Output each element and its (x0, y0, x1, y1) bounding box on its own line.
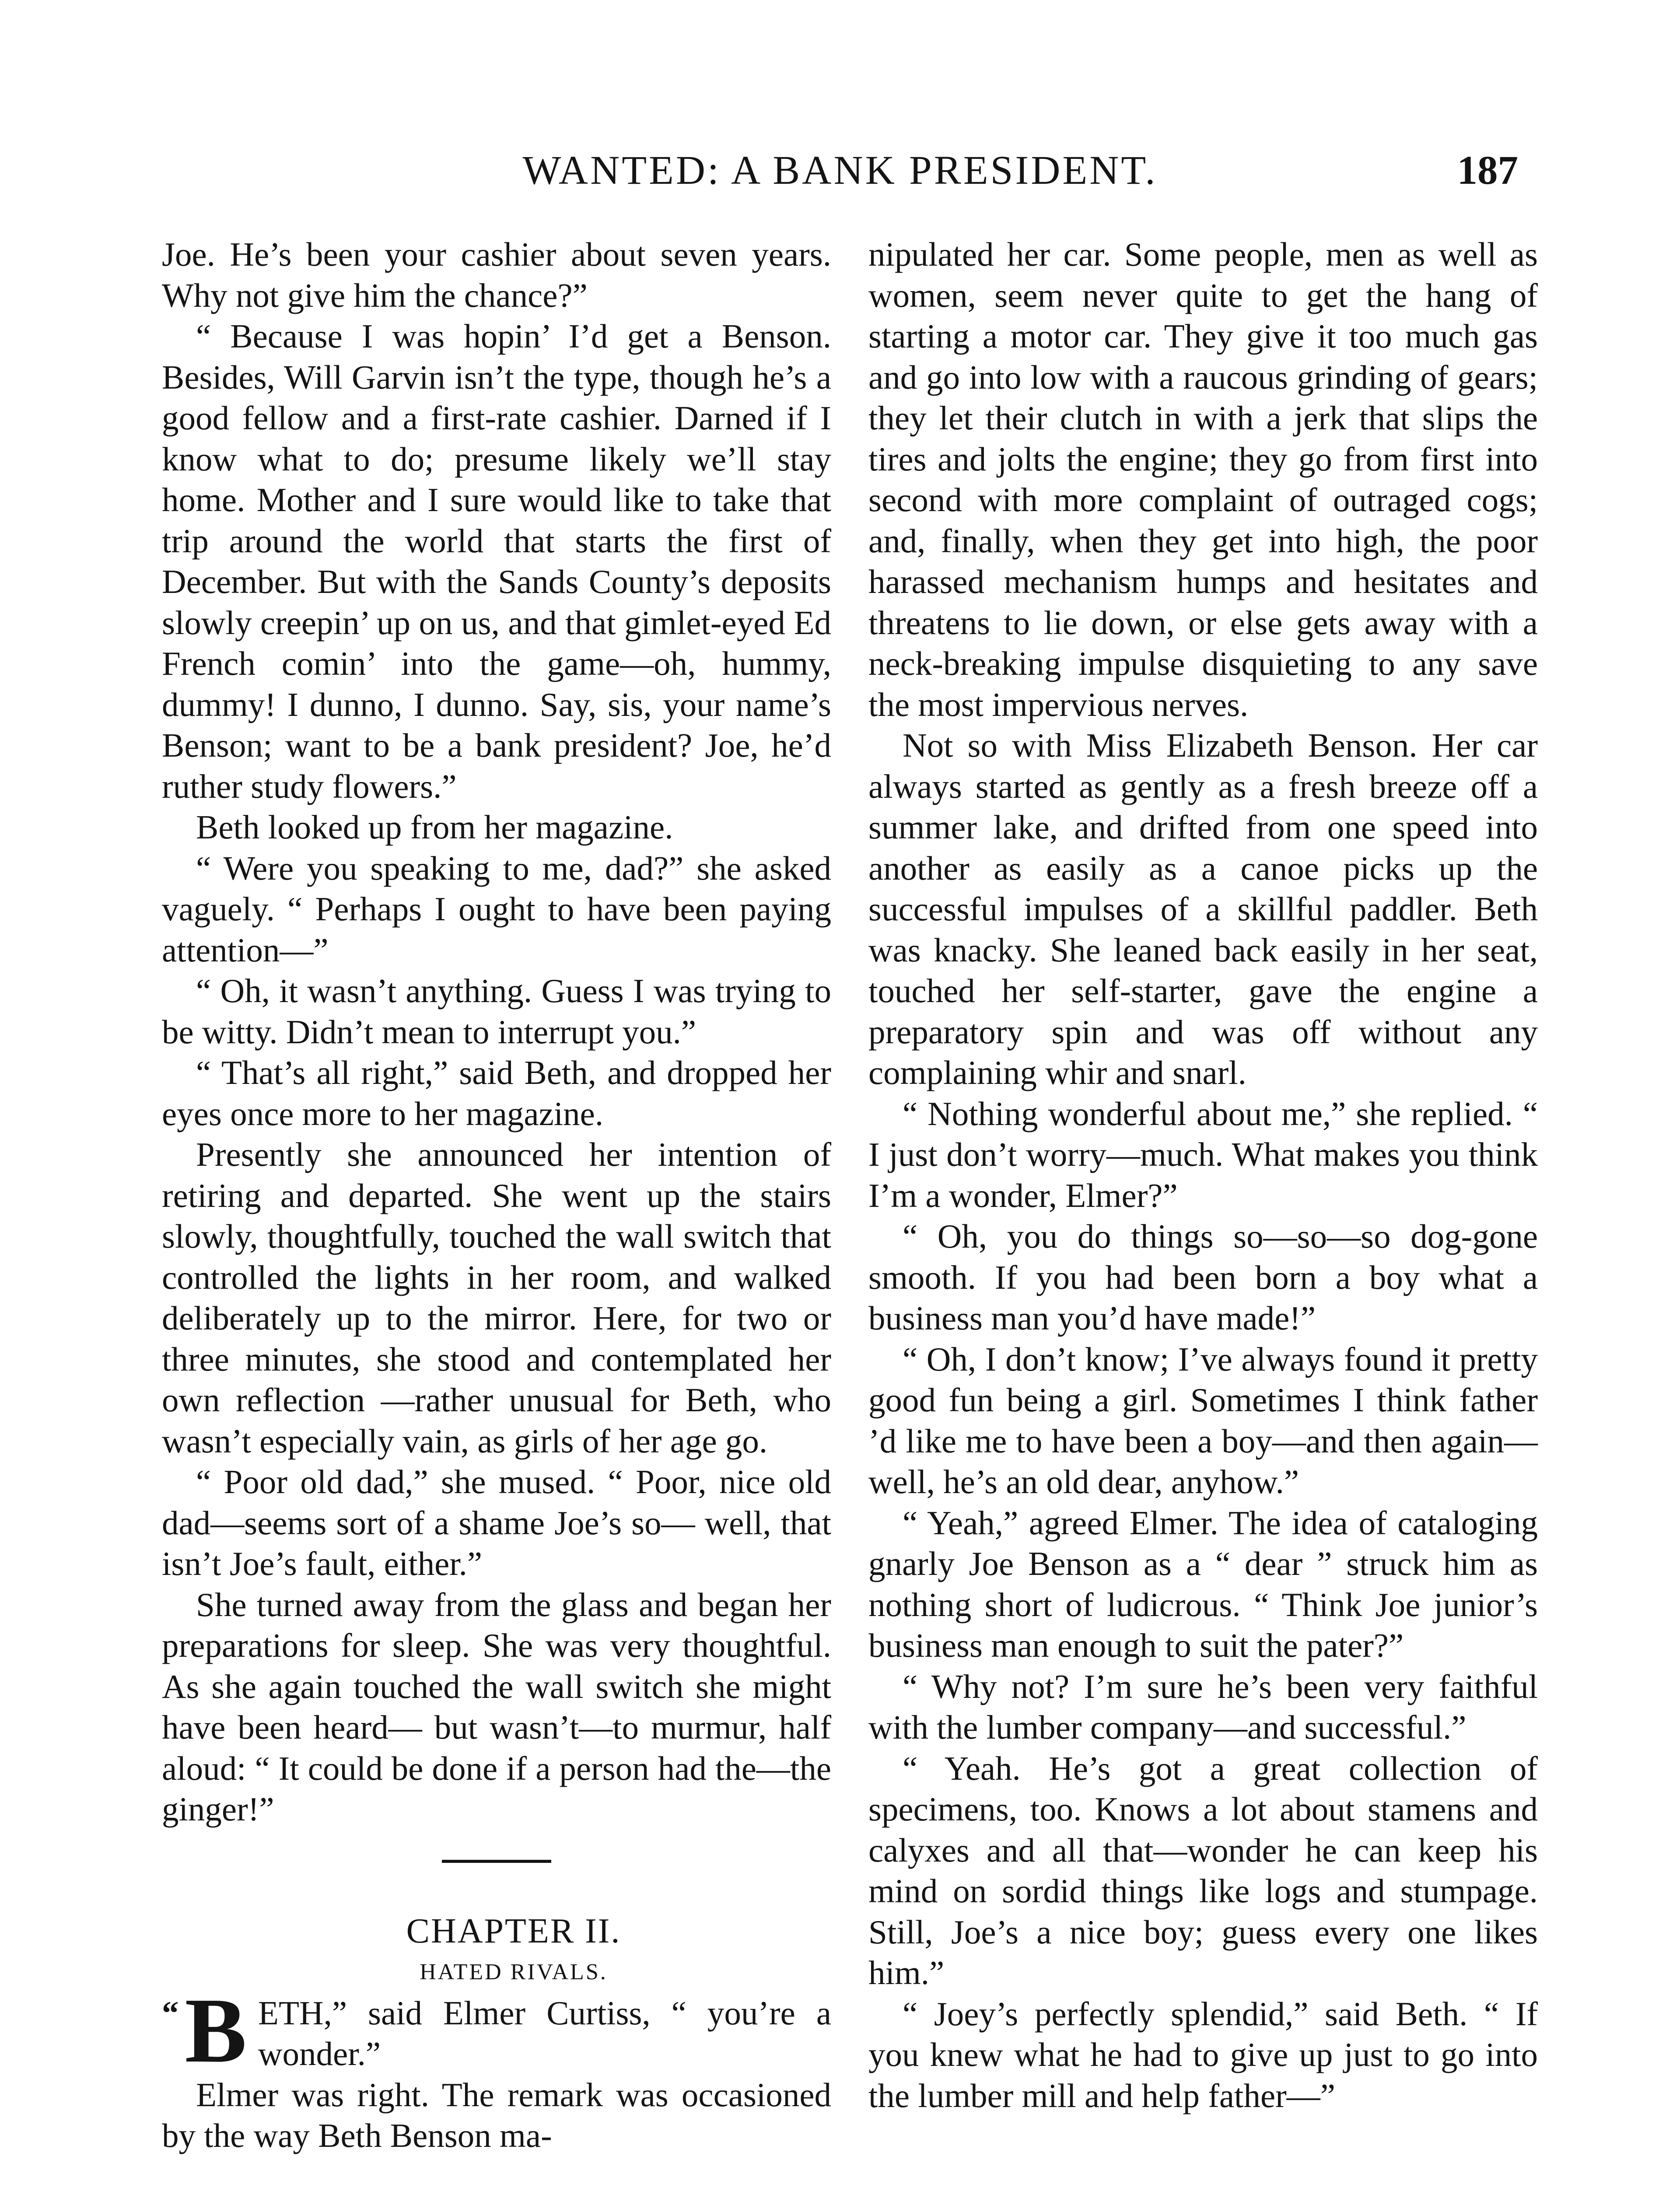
page-header (162, 144, 1518, 197)
paragraph: Presently she announced her intention of retiring and departed. She went up the stairs slowly, thoughtfully, touched the wall switch that controlled the lights in her room, and walked deliberately up to the mirror. Here, for two or three minutes, she stood and contemplated her own reflection —rather unusual for Beth, who wasn’t especially vain, as girls of her age go. (162, 1136, 831, 1460)
chapter-subtitle: HATED RIVALS. (420, 1960, 608, 1985)
paragraph: “ Nothing wonderful about me,” she replied. “ I just don’t worry—much. What makes you think I’m a wonder, Elmer?” (868, 1094, 1538, 1214)
paragraph: “ Oh, you do things so—so—so dog-gone smooth. If you had been born a boy what a business man you’d have made!” (868, 1217, 1538, 1337)
right-column (868, 234, 1538, 2116)
paragraph: “ That’s all right,” said Beth, and dropped her eyes once more to her magazine. (162, 1054, 831, 1133)
chapter-title: CHAPTER II. (406, 1911, 621, 1950)
paragraph: Joe. He’s been your cashier about seven years. Why not give him the chance?” (162, 235, 831, 314)
paragraph: Beth looked up from her magazine. (196, 808, 673, 846)
paragraph: “ Because I was hopin’ I’d get a Benson. Besides, Will Garvin isn’t the type, though he’s a good fellow and a first-rate cashier. Darned if I know what to do; presume likely we’ll stay home. Mother and I sure would like to take that trip around the world that starts the first of December. But with the Sands County’s deposits slowly creepin’ up on us, and that gimlet-eyed Ed French comin’ into the game—oh, hummy, dummy! I dunno, I dunno. Say, sis, your name’s Benson; want to be a bank president? Joe, he’d ruther study flowers.” (162, 317, 831, 805)
running-title: WANTED: A BANK PRESIDENT. (522, 148, 1158, 193)
chapter-opening-paragraph (162, 1978, 831, 2082)
paragraph: “ Oh, it wasn’t anything. Guess I was trying to be witty. Didn’t mean to interrupt you.” (162, 972, 831, 1051)
dropcap-paragraph-text: ETH,” said Elmer Curtiss, “ you’re a wonder.” (258, 1994, 831, 2072)
dropcap-quote: “ (162, 1994, 179, 2032)
paragraph: “ Poor old dad,” she mused. “ Poor, nice old dad—seems sort of a shame Joe’s so— well, that isn’t Joe’s fault, either.” (162, 1463, 831, 1582)
paragraph: Not so with Miss Elizabeth Benson. Her car always started as gently as a fresh breeze off a summer lake, and drifted from one speed into another as easily as a canoe picks up the successful impulses of a skillful paddler. Beth was knacky. She leaned back easily in her seat, touched her self-starter, gave the engine a preparatory spin and was off without any complaining whir and snarl. (868, 726, 1538, 1091)
paragraph: “ Yeah,” agreed Elmer. The idea of cataloging gnarly Joe Benson as a “ dear ” struck him as nothing short of ludicrous. “ Think Joe junior’s business man enough to suit the pater?” (868, 1504, 1538, 1664)
left-column (162, 234, 831, 2156)
paragraph: “ Joey’s perfectly splendid,” said Beth. “ If you knew what he had to give up just to go into the lumber mill and help father—” (868, 1995, 1538, 2114)
paragraph: “ Were you speaking to me, dad?” she asked vaguely. “ Perhaps I ought to have been paying attention—” (162, 849, 831, 969)
paragraph: She turned away from the glass and began her preparations for sleep. She was very thoughtful. As she again touched the wall switch she might have been heard— but wasn’t—to murmur, half aloud: “ It could be done if a person had the—the ginger!” (162, 1585, 831, 1828)
page-number: 187 (1457, 148, 1518, 193)
paragraph: “ Yeah. He’s got a great collection of specimens, too. Knows a lot about stamens and calyxes and all that—wonder he can keep his mind on sordid things like logs and stumpage. Still, Joe’s a nice boy; guess every one likes him.” (868, 1749, 1538, 1992)
paragraph: “ Why not? I’m sure he’s been very faithful with the lumber company—and successful.” (868, 1667, 1538, 1746)
paragraph: Elmer was right. The remark was occasioned by the way Beth Benson ma- (162, 2076, 831, 2154)
dropcap-letter: B (185, 1978, 247, 2082)
section-divider (442, 1860, 551, 1863)
paragraph: nipulated her car. Some people, men as well as women, seem never quite to get the hang of starting a motor car. They give it too much gas and go into low with a raucous grinding of gears; they let their clutch in with a jerk that slips the tires and jolts the engine; they go from first into second with more complaint of outraged cogs; and, finally, when they get into high, the poor harassed mechanism humps and hesitates and threatens to lie down, or else gets away with a neck-breaking impulse disquieting to any save the most impervious nerves. (868, 235, 1538, 723)
paragraph: “ Oh, I don’t know; I’ve always found it pretty good fun being a girl. Sometimes I think father ’d like me to have been a boy—and then again—well, he’s an old dear, anyhow.” (868, 1340, 1538, 1501)
